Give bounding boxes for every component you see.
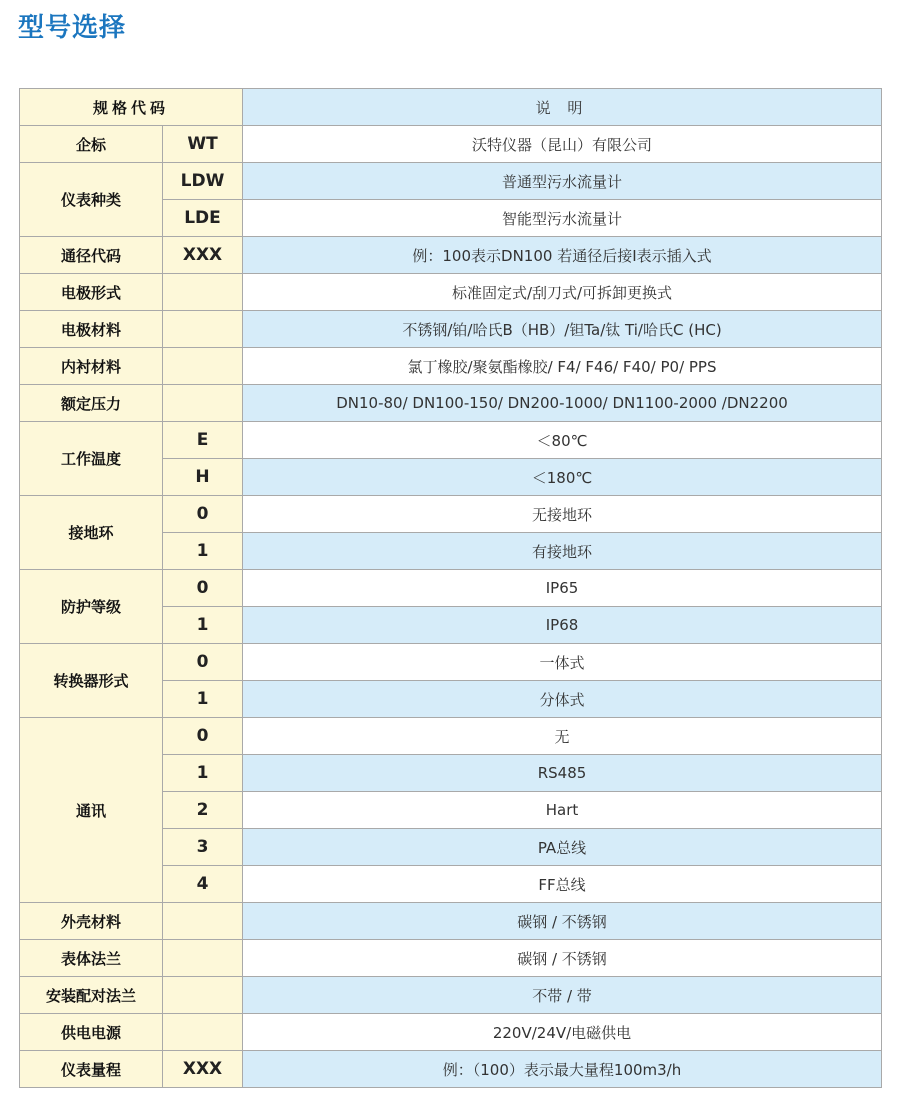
row-code: WT: [163, 126, 243, 163]
page-title: 型号选择: [18, 13, 127, 43]
table-row: [20, 422, 882, 459]
row-description: Hart: [243, 792, 882, 829]
table-row: [20, 1051, 882, 1088]
row-label: 企标: [20, 126, 163, 163]
table-row: [20, 940, 882, 977]
model-selection-table-body: [20, 89, 882, 1088]
table-row: [20, 348, 882, 385]
row-code: 1: [163, 607, 243, 644]
row-description: 无接地环: [243, 496, 882, 533]
row-description: ＜80℃: [243, 422, 882, 459]
row-description: 沃特仪器（昆山）有限公司: [243, 126, 882, 163]
row-code: 1: [163, 681, 243, 718]
row-description: 碳钢 / 不锈钢: [243, 903, 882, 940]
row-description: 碳钢 / 不锈钢: [243, 940, 882, 977]
row-description: 例：（100）表示最大量程100m3/h: [243, 1051, 882, 1088]
header-spec-code: 规格代码: [20, 89, 243, 126]
row-code: LDW: [163, 163, 243, 200]
row-label: 电极形式: [20, 274, 163, 311]
row-code: [163, 348, 243, 385]
row-description: DN10-80/ DN100-150/ DN200-1000/ DN1100-2000 /DN2200: [243, 385, 882, 422]
row-description: 普通型污水流量计: [243, 163, 882, 200]
row-label: 通讯: [20, 718, 163, 903]
row-label: 接地环: [20, 496, 163, 570]
row-label: 内衬材料: [20, 348, 163, 385]
row-description: 无: [243, 718, 882, 755]
table-row: [20, 163, 882, 200]
row-code: E: [163, 422, 243, 459]
row-code: [163, 1014, 243, 1051]
row-description: 有接地环: [243, 533, 882, 570]
table-row: [20, 644, 882, 681]
table-row: [20, 274, 882, 311]
table-header-row: [20, 89, 882, 126]
row-code: [163, 903, 243, 940]
row-code: 0: [163, 570, 243, 607]
row-code: XXX: [163, 1051, 243, 1088]
table-row: [20, 311, 882, 348]
row-code: XXX: [163, 237, 243, 274]
row-label: 工作温度: [20, 422, 163, 496]
row-description: IP65: [243, 570, 882, 607]
row-description: 一体式: [243, 644, 882, 681]
row-code: 1: [163, 533, 243, 570]
row-code: [163, 274, 243, 311]
row-description: 标准固定式/刮刀式/可拆卸更换式: [243, 274, 882, 311]
row-description: 220V/24V/电磁供电: [243, 1014, 882, 1051]
row-code: 0: [163, 644, 243, 681]
row-label: 供电电源: [20, 1014, 163, 1051]
row-code: [163, 940, 243, 977]
row-label: 外壳材料: [20, 903, 163, 940]
row-description: RS485: [243, 755, 882, 792]
table-row: [20, 1014, 882, 1051]
row-label: 额定压力: [20, 385, 163, 422]
row-label: 安装配对法兰: [20, 977, 163, 1014]
row-description: IP68: [243, 607, 882, 644]
row-code: 1: [163, 755, 243, 792]
row-description: 不带 / 带: [243, 977, 882, 1014]
row-code: 0: [163, 496, 243, 533]
row-label: 转换器形式: [20, 644, 163, 718]
row-code: 0: [163, 718, 243, 755]
table-row: [20, 126, 882, 163]
row-label: 仪表量程: [20, 1051, 163, 1088]
row-code: 3: [163, 829, 243, 866]
row-label: 表体法兰: [20, 940, 163, 977]
row-description: 氯丁橡胶/聚氨酯橡胶/ F4/ F46/ F40/ P0/ PPS: [243, 348, 882, 385]
row-description: ＜180℃: [243, 459, 882, 496]
header-description: 说 明: [243, 89, 882, 126]
model-selection-table: [19, 88, 882, 1088]
table-row: [20, 977, 882, 1014]
table-row: [20, 718, 882, 755]
row-label: 通径代码: [20, 237, 163, 274]
table-row: [20, 570, 882, 607]
table-row: [20, 903, 882, 940]
row-label: 电极材料: [20, 311, 163, 348]
row-description: 不锈钢/铂/哈氏B（HB）/钽Ta/钛 Ti/哈氏C (HC): [243, 311, 882, 348]
row-label: 仪表种类: [20, 163, 163, 237]
row-description: FF总线: [243, 866, 882, 903]
row-code: [163, 977, 243, 1014]
row-code: LDE: [163, 200, 243, 237]
row-code: H: [163, 459, 243, 496]
row-description: PA总线: [243, 829, 882, 866]
row-description: 例：100表示DN100 若通径后接I表示插入式: [243, 237, 882, 274]
row-code: 2: [163, 792, 243, 829]
row-code: [163, 311, 243, 348]
row-label: 防护等级: [20, 570, 163, 644]
table-row: [20, 237, 882, 274]
row-code: 4: [163, 866, 243, 903]
row-description: 分体式: [243, 681, 882, 718]
row-description: 智能型污水流量计: [243, 200, 882, 237]
row-code: [163, 385, 243, 422]
table-row: [20, 496, 882, 533]
table-row: [20, 385, 882, 422]
